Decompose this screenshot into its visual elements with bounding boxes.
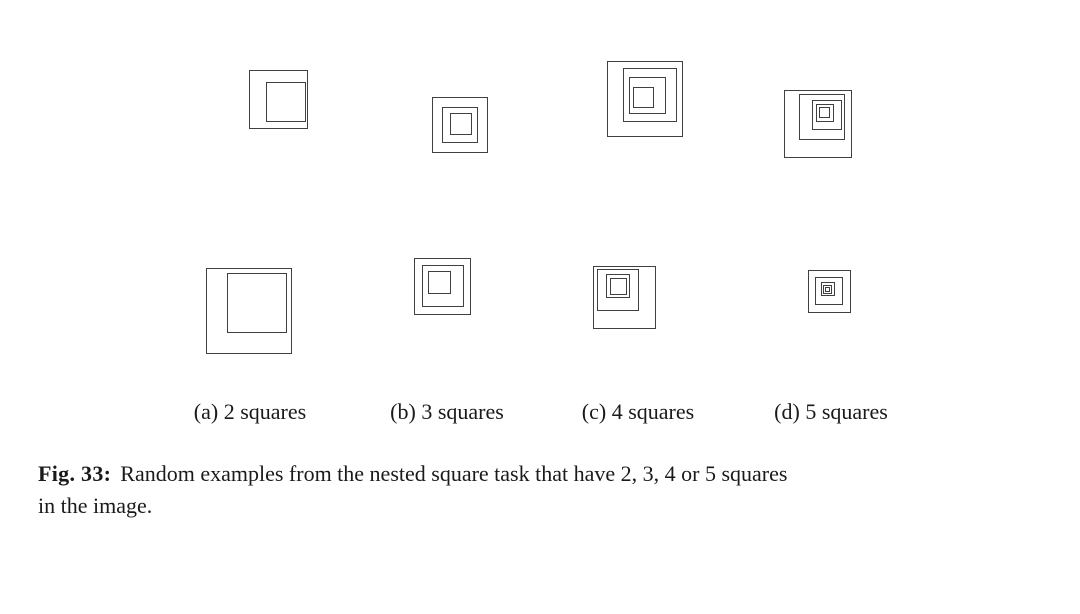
figure-caption-line1: Random examples from the nested square task that have 2, 3, 4 or 5 squares: [120, 461, 788, 486]
figure-caption: [38, 458, 1048, 522]
nested-square: [819, 107, 830, 118]
nested-square: [266, 82, 306, 122]
subcaption-d: (d) 5 squares: [774, 399, 888, 424]
nested-square: [227, 273, 287, 333]
nested-square: [825, 287, 830, 292]
subcaption-c: (c) 4 squares: [581, 399, 695, 424]
nested-square: [450, 113, 472, 135]
figure-caption-tag: Fig. 33:: [38, 461, 112, 486]
subcaption-a: (a) 2 squares: [193, 399, 307, 424]
nested-square: [610, 278, 627, 295]
nested-square: [428, 271, 451, 294]
subcaption-b: (b) 3 squares: [390, 399, 504, 424]
subcaption-row: [0, 399, 1080, 429]
figure-caption-line2: in the image.: [38, 493, 153, 518]
nested-square: [633, 87, 654, 108]
